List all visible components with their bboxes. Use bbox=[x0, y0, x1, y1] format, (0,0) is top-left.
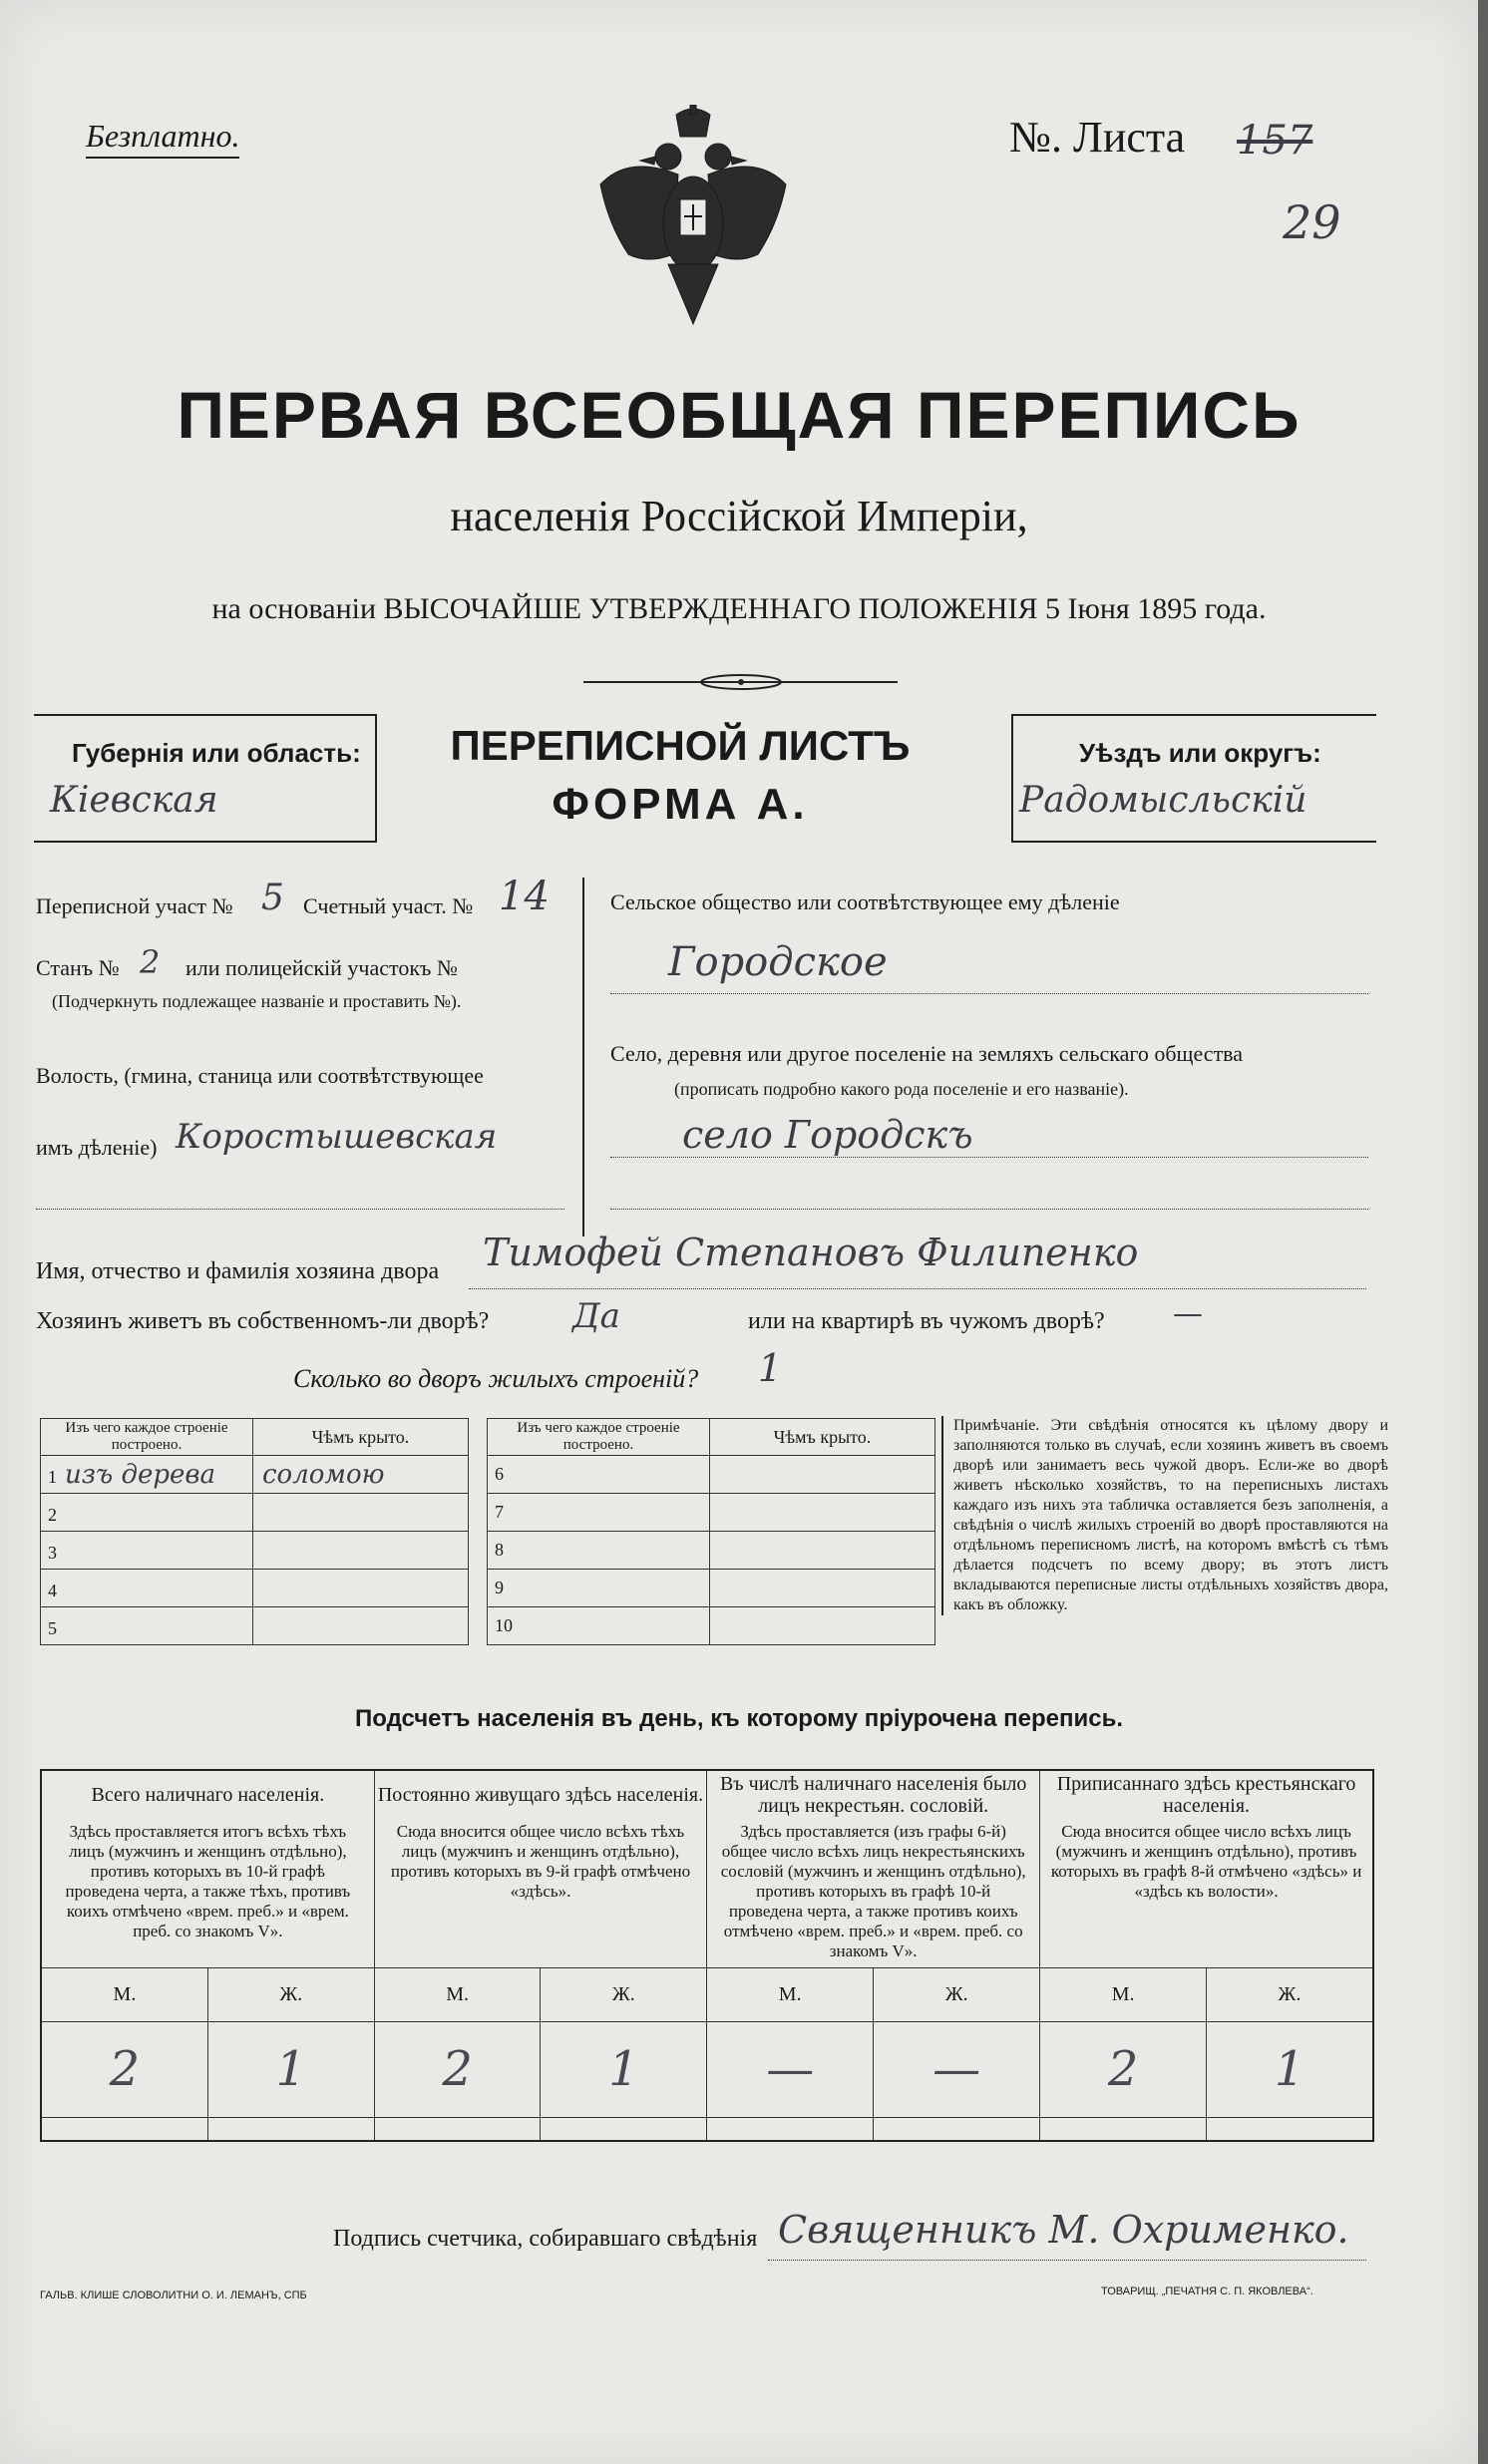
male-count[interactable]: 2 bbox=[41, 2021, 207, 2117]
census-plot-value[interactable]: 5 bbox=[261, 878, 284, 918]
male-count[interactable]: — bbox=[707, 2021, 874, 2117]
building-material-value bbox=[57, 1536, 65, 1566]
population-blank-cell bbox=[541, 2117, 707, 2141]
building-row-number: 4 bbox=[48, 1580, 57, 1600]
population-blank-cell bbox=[41, 2117, 207, 2141]
building-row-number: 1 bbox=[48, 1466, 57, 1487]
buildings-table-right bbox=[487, 1418, 935, 1645]
building-material-value bbox=[57, 1574, 65, 1603]
building-roof-cell[interactable] bbox=[710, 1570, 935, 1607]
sheet-number-label: №. Листа bbox=[1009, 113, 1186, 162]
building-material-cell[interactable] bbox=[41, 1607, 253, 1645]
population-group-desc: Здѣсь проставляется (изъ графы 6-й) общее число всѣхъ лицъ некрестьянскихъ сословій (мужчинъ и женщинъ отдѣльно), противъ которыхъ въ графѣ 10-й проведена черта, а также противъ коихъ отмѣчено «врем. преб.» и «врем. преб. со знакомъ V». bbox=[707, 1818, 1040, 1967]
village-note: (прописать подробно какого рода поселеніе и его названіе). bbox=[674, 1079, 1129, 1099]
building-row-number: 10 bbox=[495, 1615, 513, 1635]
female-count[interactable]: 1 bbox=[1207, 2021, 1373, 2117]
building-material-cell[interactable] bbox=[488, 1607, 710, 1645]
counting-plot-value[interactable]: 14 bbox=[499, 874, 550, 919]
building-row bbox=[41, 1456, 469, 1494]
district-value: Радомысльскій bbox=[1019, 780, 1307, 821]
building-roof-cell[interactable] bbox=[253, 1607, 469, 1645]
buildings-col-material: Изъ чего каждое строеніе построено. bbox=[41, 1419, 253, 1456]
building-row-number: 9 bbox=[495, 1578, 504, 1597]
population-group-head: Приписаннаго здѣсь крестьянскаго населенія. bbox=[1040, 1770, 1373, 1818]
building-row bbox=[488, 1607, 935, 1645]
society-label: Сельское общество или соотвѣтствующее ему дѣленіе bbox=[610, 889, 1120, 914]
building-roof-value bbox=[254, 1498, 262, 1528]
building-material-cell[interactable] bbox=[488, 1494, 710, 1532]
building-roof-cell[interactable] bbox=[253, 1570, 469, 1607]
buildings-count-label: Сколько во дворъ жилыхъ строеній? bbox=[293, 1364, 699, 1393]
stan-note: (Подчеркнуть подлежащее названіе и проставить №). bbox=[52, 991, 462, 1011]
sheet-title: ПЕРЕПИСНОЙ ЛИСТЪ bbox=[450, 722, 911, 769]
female-column-label: Ж. bbox=[1207, 1967, 1373, 2021]
building-row bbox=[488, 1456, 935, 1494]
building-row-number: 5 bbox=[48, 1617, 57, 1638]
building-material-value: изъ дерева bbox=[65, 1459, 216, 1490]
census-plot-label: Переписной участ № bbox=[36, 893, 233, 918]
building-material-cell[interactable] bbox=[41, 1494, 253, 1532]
sheet-number-value: 29 bbox=[1283, 195, 1341, 249]
population-group-head: Въ числѣ наличнаго населенія было лицъ некрестьян. сословій. bbox=[707, 1770, 1040, 1818]
signature-line bbox=[768, 2260, 1366, 2261]
rent-label: или на квартирѣ въ чужомъ дворѣ? bbox=[748, 1308, 1105, 1334]
building-material-cell[interactable] bbox=[41, 1456, 253, 1494]
building-row-number: 6 bbox=[495, 1464, 504, 1484]
imperial-eagle-emblem bbox=[588, 105, 798, 339]
population-blank-cell bbox=[207, 2117, 374, 2141]
owner-name-value[interactable]: Тимофей Степановъ Филипенко bbox=[483, 1231, 1139, 1274]
building-roof-cell[interactable] bbox=[710, 1607, 935, 1645]
buildings-col-roof-2: Чѣмъ крыто. bbox=[710, 1419, 935, 1456]
female-count[interactable]: — bbox=[874, 2021, 1040, 2117]
building-roof-cell[interactable] bbox=[710, 1494, 935, 1532]
population-group-head: Всего наличнаго населенія. bbox=[41, 1770, 374, 1818]
female-column-label: Ж. bbox=[874, 1967, 1040, 2021]
population-blank-cell bbox=[874, 2117, 1040, 2141]
page-subtitle: населенія Россійской Имперіи, bbox=[450, 492, 1028, 540]
building-row bbox=[41, 1532, 469, 1570]
building-row-number: 2 bbox=[48, 1504, 57, 1525]
building-material-cell[interactable] bbox=[41, 1570, 253, 1607]
building-roof-cell[interactable] bbox=[253, 1532, 469, 1570]
sheet-number-crossed: 157 bbox=[1237, 118, 1313, 164]
male-column-label: М. bbox=[41, 1967, 207, 2021]
building-material-cell[interactable] bbox=[41, 1532, 253, 1570]
building-roof-cell[interactable] bbox=[253, 1494, 469, 1532]
building-roof-value bbox=[254, 1611, 262, 1641]
female-count[interactable]: 1 bbox=[207, 2021, 374, 2117]
population-blank-cell bbox=[707, 2117, 874, 2141]
population-blank-cell bbox=[1207, 2117, 1373, 2141]
counting-plot-label: Счетный участ. № bbox=[303, 893, 474, 918]
own-yard-value[interactable]: Да bbox=[572, 1296, 620, 1336]
female-column-label: Ж. bbox=[541, 1967, 707, 2021]
page-title: ПЕРВАЯ ВСЕОБЩАЯ ПЕРЕПИСЬ bbox=[177, 378, 1302, 452]
buildings-col-material-2: Изъ чего каждое строеніе построено. bbox=[488, 1419, 710, 1456]
form-name: ФОРМА А. bbox=[552, 780, 809, 829]
province-box bbox=[34, 714, 377, 843]
free-label: Безплатно. bbox=[86, 118, 239, 159]
own-yard-label: Хозяинъ живетъ въ собственномъ-ли дворѣ? bbox=[36, 1308, 490, 1334]
male-column-label: М. bbox=[1040, 1967, 1207, 2021]
building-material-cell[interactable] bbox=[488, 1456, 710, 1494]
male-count[interactable]: 2 bbox=[1040, 2021, 1207, 2117]
building-roof-value bbox=[254, 1536, 262, 1566]
female-column-label: Ж. bbox=[207, 1967, 374, 2021]
fields-divider bbox=[582, 878, 584, 1236]
building-material-value bbox=[57, 1611, 65, 1641]
signature-value[interactable]: Священникъ М. Охрименко. bbox=[778, 2208, 1349, 2252]
owner-name-label: Имя, отчество и фамилія хозяина двора bbox=[36, 1258, 440, 1284]
printer-left: ГАЛЬВ. КЛИШЕ СЛОВОЛИТНИ О. И. ЛЕМАНЪ, СПБ bbox=[40, 2289, 307, 2301]
building-row bbox=[488, 1532, 935, 1570]
building-roof-cell[interactable] bbox=[253, 1456, 469, 1494]
village-line bbox=[610, 1157, 1368, 1158]
population-blank-cell bbox=[374, 2117, 541, 2141]
province-label: Губернія или область: bbox=[72, 738, 361, 768]
population-blank-cell bbox=[1040, 2117, 1207, 2141]
male-count[interactable]: 2 bbox=[374, 2021, 541, 2117]
building-roof-value bbox=[254, 1574, 262, 1603]
buildings-table-left bbox=[40, 1418, 469, 1645]
rent-value[interactable]: — bbox=[1173, 1296, 1203, 1331]
printer-right: ТОВАРИЩ. „ПЕЧАТНЯ С. П. ЯКОВЛЕВА“. bbox=[1101, 2286, 1313, 2297]
district-label: Уѣздъ или округъ: bbox=[1079, 738, 1321, 768]
volost-label-2: имъ дѣленіе) bbox=[36, 1135, 158, 1160]
basis-line: на основаніи ВЫСОЧАЙШЕ УТВЕРЖДЕННАГО ПОЛОЖЕНІЯ 5 Іюня 1895 года. bbox=[211, 592, 1267, 625]
stan-label: Станъ № bbox=[36, 955, 120, 980]
building-roof-value: соломою bbox=[262, 1459, 385, 1490]
building-row bbox=[488, 1494, 935, 1532]
society-value[interactable]: Городское bbox=[668, 939, 888, 985]
stan-rest: или полицейскій участокъ № bbox=[186, 955, 458, 980]
building-roof-cell[interactable] bbox=[710, 1456, 935, 1494]
building-material-value bbox=[57, 1498, 65, 1528]
village-line-2 bbox=[610, 1209, 1368, 1210]
volost-line bbox=[36, 1209, 564, 1210]
building-roof-cell[interactable] bbox=[710, 1532, 935, 1570]
volost-label-1: Волость, (гмина, станица или соотвѣтствующее bbox=[36, 1063, 484, 1088]
male-column-label: М. bbox=[374, 1967, 541, 2021]
population-group-head: Постоянно живущаго здѣсь населенія. bbox=[374, 1770, 706, 1818]
population-group-desc: Сюда вносится общее число всѣхъ тѣхъ лицъ (мужчинъ и женщинъ отдѣльно), противъ которыхъ въ 9-й графѣ отмѣчено «здѣсь». bbox=[374, 1818, 706, 1967]
male-column-label: М. bbox=[707, 1967, 874, 2021]
population-group-desc: Сюда вносится общее число всѣхъ лицъ (мужчинъ и женщинъ отдѣльно), противъ которыхъ въ графѣ 8-й отмѣчено «здѣсь» и «здѣсь къ волости». bbox=[1040, 1818, 1373, 1967]
building-row-number: 7 bbox=[495, 1502, 504, 1522]
building-material-cell[interactable] bbox=[488, 1532, 710, 1570]
society-line bbox=[610, 993, 1368, 994]
building-material-cell[interactable] bbox=[488, 1570, 710, 1607]
volost-value[interactable]: Коростышевская bbox=[176, 1117, 498, 1157]
province-value: Кіевская bbox=[50, 780, 218, 821]
village-label: Село, деревня или другое поселеніе на земляхъ сельскаго общества bbox=[610, 1041, 1244, 1066]
buildings-col-roof: Чѣмъ крыто. bbox=[253, 1419, 469, 1456]
building-row bbox=[41, 1494, 469, 1532]
stan-value[interactable]: 2 bbox=[140, 943, 161, 981]
building-row bbox=[41, 1570, 469, 1607]
ornament-divider bbox=[583, 670, 898, 694]
building-row-number: 8 bbox=[495, 1540, 504, 1560]
buildings-note: Примѣчаніе. Эти свѣдѣнія относятся къ цѣлому двору и заполняются только въ случаѣ, если хозяинъ живетъ въ своемъ дворѣ или занимаетъ весь чужой дворъ. Если-же во дворѣ живетъ нѣсколько хозяйствъ, то на переписныхъ листахъ каждаго изъ нихъ эта табличка оставляется безъ заполненія, а свѣдѣнія о числѣ жилыхъ строеній во дворѣ проставляются на отдѣльномъ переписномъ листѣ, на которомъ вмѣстѣ съ тѣмъ дѣлается подсчетъ по всему двору; въ этотъ листъ вкладываются переписные листы отдѣльныхъ хозяйствъ двора, какъ въ обложку. bbox=[941, 1416, 1388, 1615]
district-box bbox=[1011, 714, 1376, 843]
building-row bbox=[488, 1570, 935, 1607]
building-row bbox=[41, 1607, 469, 1645]
population-group-desc: Здѣсь проставляется итогъ всѣхъ тѣхъ лицъ (мужчинъ и женщинъ отдѣльно), противъ которыхъ въ 10-й графѣ проведена черта, а также тѣхъ, противъ коихъ отмѣчено «врем. преб.» и «врем. преб. со знакомъ V». bbox=[41, 1818, 374, 1967]
page-edge bbox=[1478, 0, 1488, 2464]
population-title: Подсчетъ населенія въ день, къ которому пріурочена перепись. bbox=[355, 1705, 1123, 1732]
owner-name-line bbox=[469, 1288, 1366, 1289]
buildings-count-value[interactable]: 1 bbox=[758, 1346, 783, 1390]
signature-label: Подпись счетчика, собиравшаго свѣдѣнія bbox=[333, 2226, 758, 2252]
village-value[interactable]: село Городскъ bbox=[682, 1113, 973, 1157]
building-row-number: 3 bbox=[48, 1542, 57, 1563]
population-table bbox=[40, 1769, 1374, 2142]
female-count[interactable]: 1 bbox=[541, 2021, 707, 2117]
